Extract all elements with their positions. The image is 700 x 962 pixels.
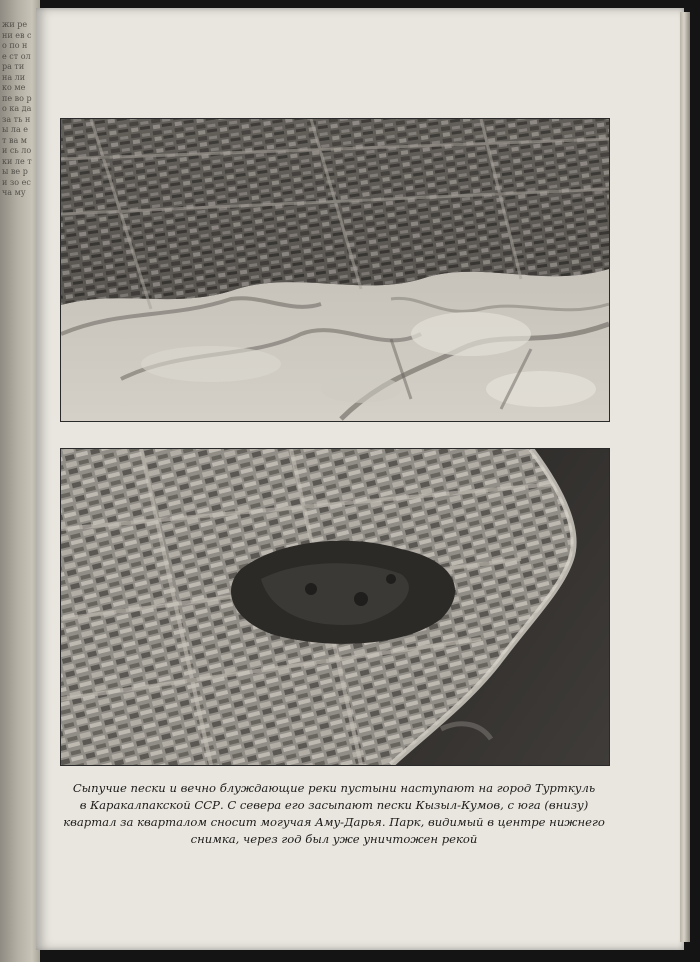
photo-city-sand-dunes	[60, 118, 610, 422]
caption-line: Сыпучие пески и вечно блуждающие реки пустыни наступают на город Турткуль	[72, 781, 596, 795]
photo-city-park-river-image	[61, 449, 609, 765]
page-stack-edge	[680, 12, 690, 942]
adjacent-page-text: жи ре ни ев со по не ст ол ра ти на ли ко ме пе во ро ка да за ть ны ла ет ва ми сь ло ки ле ты ве ри зо ес ча му	[2, 20, 34, 197]
caption-line: в Каракалпакской ССР. С севера его засыпают пески Кызыл-Кумов, с юга (внизу)	[79, 798, 589, 812]
caption-line: квартал за кварталом сносит могучая Аму-Дарья. Парк, видимый в центре нижнего	[63, 815, 605, 829]
adjacent-page	[0, 0, 40, 962]
photo-city-park-river	[60, 448, 610, 766]
photo-city-sand-dunes-image	[61, 119, 609, 421]
caption-line: снимка, через год был уже уничтожен рекой	[190, 832, 478, 846]
photo-caption	[60, 780, 608, 848]
